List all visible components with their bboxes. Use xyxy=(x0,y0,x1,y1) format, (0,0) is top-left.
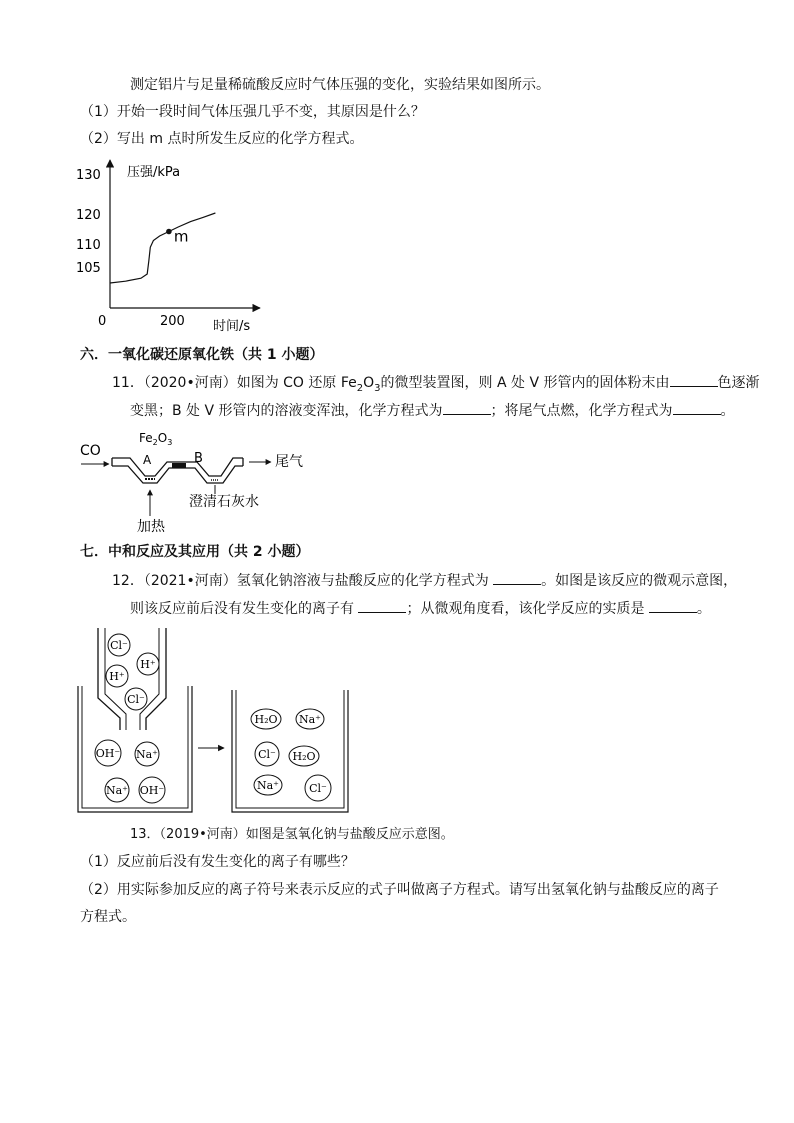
y-tick-130: 130 xyxy=(76,168,101,183)
q12-blank-1[interactable] xyxy=(493,572,541,585)
q11-line1-c: 的微型装置图，则 A 处 V 形管内的固体粉末由 xyxy=(380,375,670,391)
ion-oh-1: OH⁻ xyxy=(95,747,121,760)
rubber-connector xyxy=(172,463,186,468)
q12-line1 xyxy=(112,572,737,590)
fe2o3-label xyxy=(139,431,172,447)
a-label: A xyxy=(143,453,152,467)
q10-sub2: （2）写出 m 点时所发生反应的化学方程式。 xyxy=(80,131,364,147)
ion-h2o-2: H₂O xyxy=(292,750,316,763)
tail-gas-label: 尾气 xyxy=(275,454,303,470)
q12-line1-a: 12．（2021•河南）氢氧化钠溶液与盐酸反应的化学方程式为 xyxy=(112,573,489,589)
right-beaker xyxy=(232,690,348,812)
q11-line2-c: 。 xyxy=(720,403,735,419)
q13-sub2: （2）用实际参加反应的离子符号来表示反应的式子叫做离子方程式。请写出氢氧化钠与盐酸反应的离子 xyxy=(80,882,719,898)
co-apparatus-diagram xyxy=(75,428,335,538)
q12-line2 xyxy=(130,600,711,618)
x-tick-0: 0 xyxy=(98,314,107,329)
q11-line1-d: 色逐渐 xyxy=(717,375,760,391)
q11-blank-1[interactable] xyxy=(670,374,718,387)
ion-h-2: H⁺ xyxy=(109,670,125,683)
x-tick-200: 200 xyxy=(160,314,185,329)
ion-oh-2: OH⁻ xyxy=(139,784,165,797)
q11-line1 xyxy=(112,374,760,398)
ion-cl-4: Cl⁻ xyxy=(309,782,327,795)
heat-label: 加热 xyxy=(137,519,165,535)
ion-na-1: Na⁺ xyxy=(136,748,158,761)
q12-line1-b: 。如图是该反应的微观示意图， xyxy=(541,573,738,589)
v-tube-inner xyxy=(112,466,243,483)
m-point-label: m xyxy=(173,227,189,246)
ion-cl-1: Cl⁻ xyxy=(110,639,128,652)
q11-blank-3[interactable] xyxy=(673,402,721,415)
ion-cl-3: Cl⁻ xyxy=(258,748,276,761)
q11-sub2: 2 xyxy=(356,382,364,394)
q12-line2-b: ；从微观角度看，该化学反应的实质是 xyxy=(406,601,645,617)
y-axis-label: 压强/kPa xyxy=(127,165,181,180)
ion-na-4: Na⁺ xyxy=(257,779,279,792)
y-tick-105: 105 xyxy=(76,261,101,276)
q10-sub1: （1）开始一段时间气体压强几乎不变，其原因是什么？ xyxy=(80,104,425,120)
fe2o3-o: O xyxy=(157,431,168,445)
ion-cl-2: Cl⁻ xyxy=(127,693,145,706)
m-point xyxy=(166,229,172,235)
section6-title: 六．一氧化碳还原氧化铁（共 1 小题） xyxy=(80,347,324,363)
q12-blank-3[interactable] xyxy=(649,600,697,613)
fe2o3-sub2: 2 xyxy=(152,438,158,447)
section7-title: 七．中和反应及其应用（共 2 小题） xyxy=(80,544,310,560)
q12-line2-c: 。 xyxy=(696,601,711,617)
pressure-chart xyxy=(70,158,270,338)
q12-line2-a: 则该反应前后没有发生变化的离子有 xyxy=(130,601,354,617)
ion-h2o-1: H₂O xyxy=(254,713,278,726)
pressure-line xyxy=(110,213,215,283)
y-tick-110: 110 xyxy=(76,238,101,253)
q11-line1-b: O xyxy=(363,375,375,391)
q10-intro: 测定铝片与足量稀硫酸反应时气体压强的变化，实验结果如图所示。 xyxy=(130,77,550,93)
q11-line2-b: ；将尾气点燃，化学方程式为 xyxy=(490,403,673,419)
q11-line1-a: 11．（2020•河南）如图为 CO 还原 Fe xyxy=(112,375,357,391)
fe2o3-fe: Fe xyxy=(139,431,153,445)
ion-h-1: H⁺ xyxy=(140,658,156,671)
ion-na-3: Na⁺ xyxy=(299,713,321,726)
y-tick-120: 120 xyxy=(76,208,101,223)
dropper-tube-outer-r xyxy=(146,628,166,730)
co-label: CO xyxy=(80,443,101,459)
q11-blank-2[interactable] xyxy=(443,402,491,415)
fe2o3-sub3: 3 xyxy=(167,438,173,447)
q13-intro: 13．（2019•河南）如图是氢氧化钠与盐酸反应示意图。 xyxy=(130,827,454,842)
q11-line2-a: 变黑；B 处 V 形管内的溶液变浑浊，化学方程式为 xyxy=(130,403,443,419)
ion-na-2: Na⁺ xyxy=(106,784,128,797)
b-label: B xyxy=(194,451,203,466)
q12-blank-2[interactable] xyxy=(358,600,406,613)
q11-line2 xyxy=(130,402,735,420)
neutralization-diagram xyxy=(72,626,362,816)
q13-sub2-cont: 方程式。 xyxy=(80,909,136,925)
q11-sub3: 3 xyxy=(374,382,381,394)
right-beaker-inner xyxy=(236,690,344,808)
x-axis-label: 时间/s xyxy=(213,319,251,334)
q13-sub1: （1）反应前后没有发生变化的离子有哪些？ xyxy=(80,854,355,870)
limewater-label: 澄清石灰水 xyxy=(189,494,259,510)
